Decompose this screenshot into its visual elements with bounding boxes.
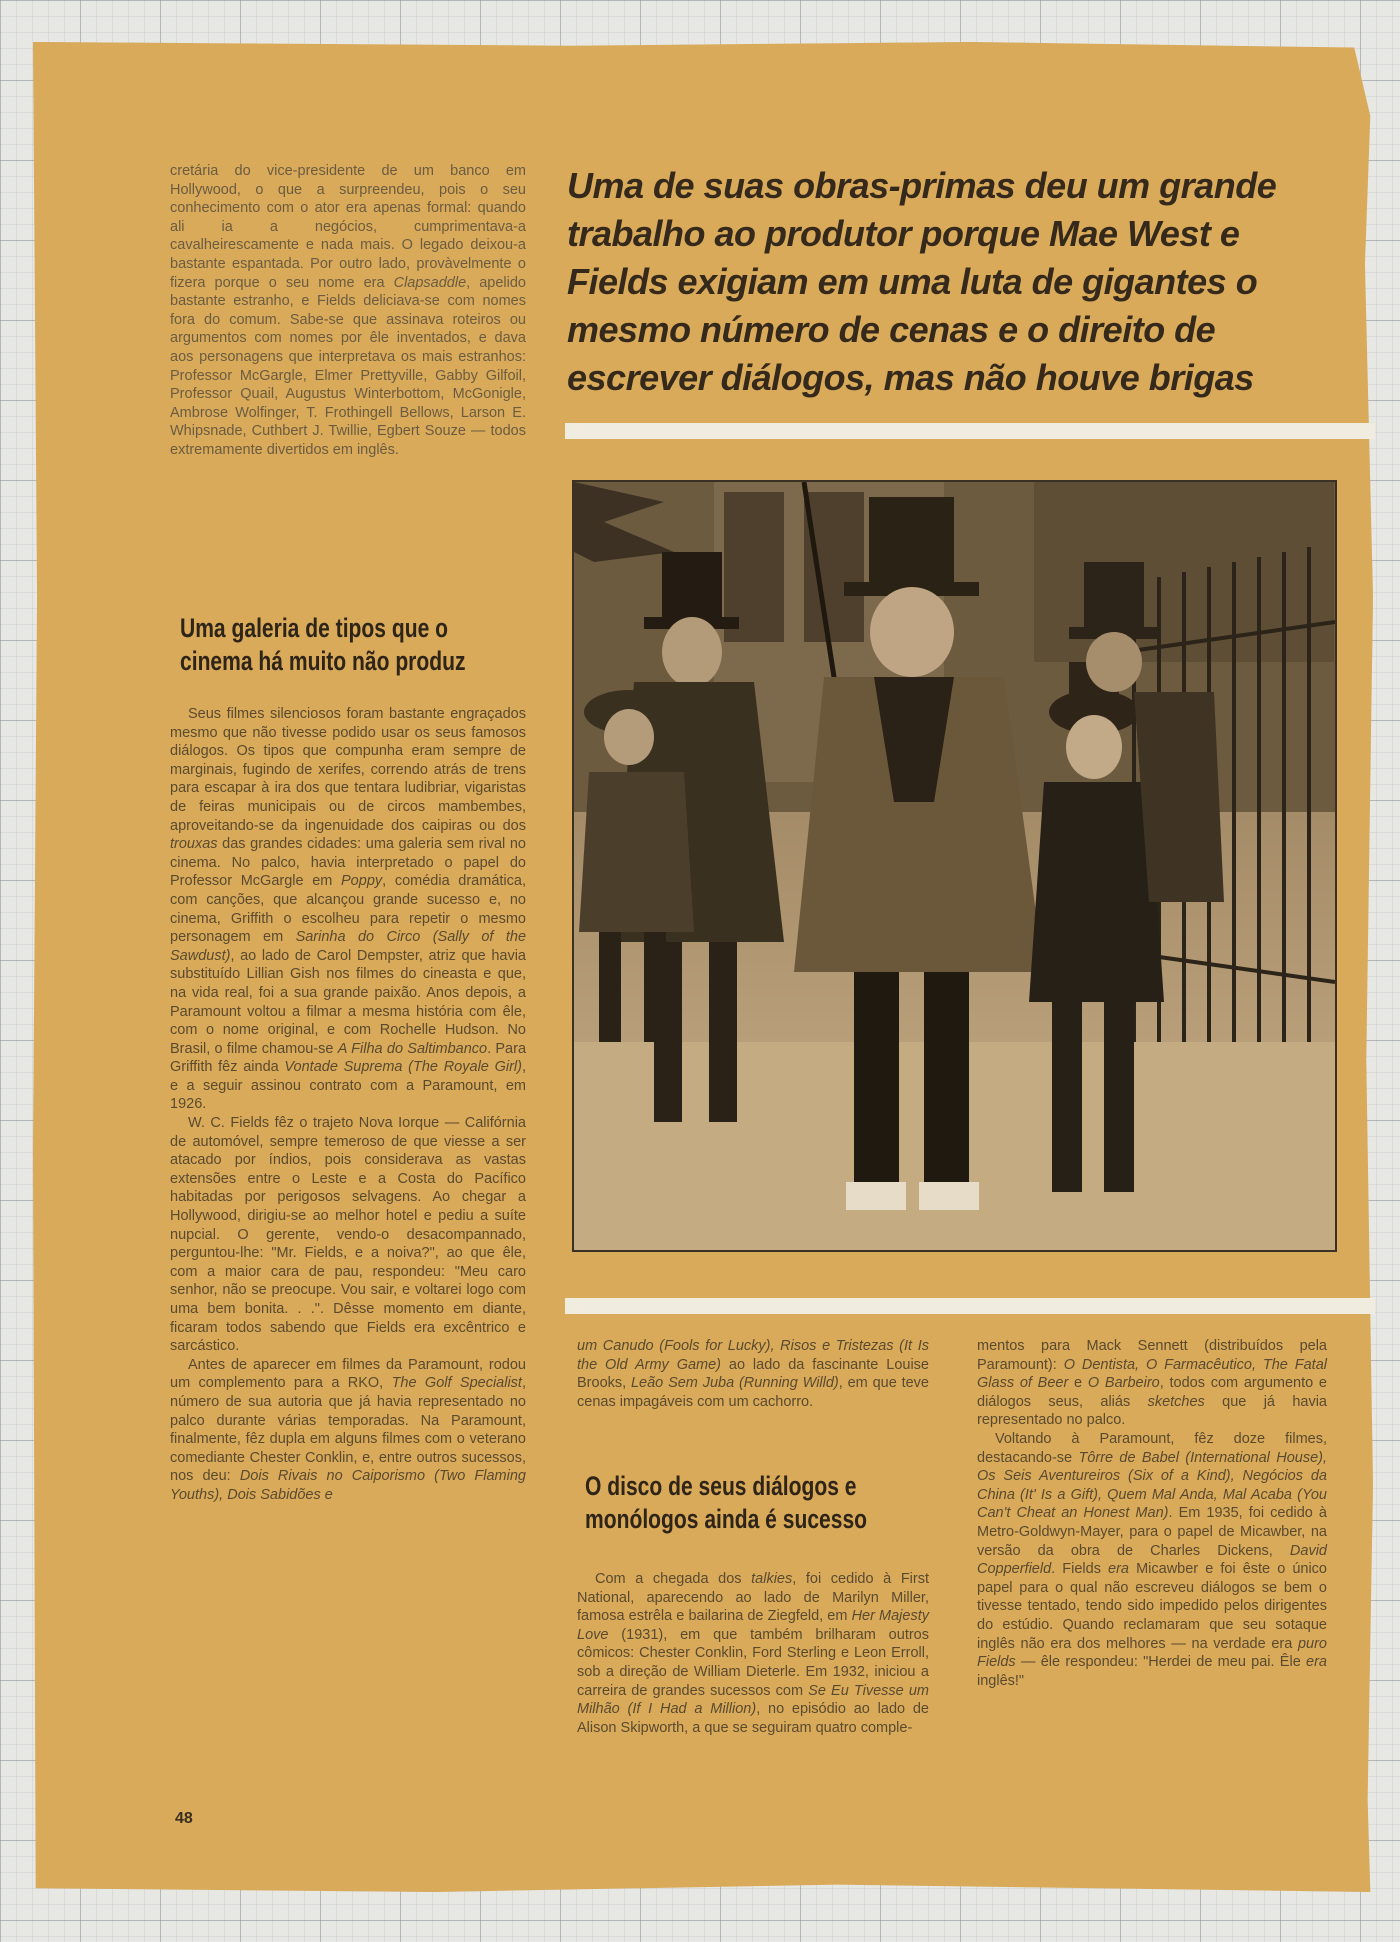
subhead-disco: O disco de seus diálogos e monólogos ainda é sucesso — [585, 1471, 868, 1534]
subhead-gallery: Uma galeria de tipos que o cinema há muito não produz — [180, 613, 466, 676]
column-2-top-text — [577, 1337, 929, 1411]
column-3-text — [977, 1337, 1327, 1690]
column-1-body-text — [170, 705, 526, 1505]
paragraph: um Canudo (Fools for Lucky), Risos e Tristezas (It Is the Old Army Game) ao lado da fascinante Louise Brooks, Leão Sem Juba (Running Willd), em que teve cenas impagáveis com um cachorro. — [577, 1338, 929, 1410]
paragraph: Antes de aparecer em filmes da Paramount, rodou um complemento para a RKO, The Golf Specialist, número de sua autoria que já havia representado no palco durante várias temporadas. Na Paramount, finalmente, fêz dupla em alguns filmes com o veterano comediante Chester Conklin, e, entre outros sucessos, nos deu: Dois Rivais no Caiporismo (Two Flaming Youths), Dois Sabidões e — [170, 1356, 526, 1503]
column-1-top-text — [170, 162, 526, 460]
paragraph: cretária do vice-presidente de um banco em Hollywood, o que a surpreendeu, pois o seu conhecimento com o ator era apenas formal: quando ali ia a negócios, cumprimentava-a cavalheirescamente e nada mais. O legado deixou-a bastante espantada. Por outro lado, provàvelmente o fizera porque o seu nome era Clapsaddle, apelido bastante estranho, e Fields deliciava-se com nomes fora do comum. Sabe-se que assinava roteiros ou argumentos com nomes por êle inventados, e dava aos personagens que interpretava os mais estranhos: Professor McGargle, Elmer Prettyville, Gabby Gilfoil, Professor Quail, Augustus Winterbottom, McGonigle, Ambrose Wolfinger, T. Frothingell Bellows, Larson E. Whipsnade, Cuthbert J. Twillie, Egbert Souze — todos extremamente divertidos em inglês. — [170, 163, 526, 458]
paragraph: mentos para Mack Sennett (distribuídos pela Paramount): O Dentista, O Farmacêutico, The Fatal Glass of Beer e O Barbeiro, todos com argumento e diálogos seus, aliás sketches que já havia representado no palco. — [977, 1338, 1328, 1429]
headline: Uma de suas obras-primas deu um grande trabalho ao produtor porque Mae West e Fields exigiam em uma luta de gigantes o mesmo número de cenas e o direito de escrever diálogos, mas não houve brigas — [567, 165, 1277, 398]
divider-rule-top — [565, 423, 1375, 439]
page-number: 48 — [175, 1810, 193, 1827]
paragraph: W. C. Fields fêz o trajeto Nova Iorque — Califórnia de automóvel, sempre temeroso de que viesse a ser atacado por índios, pois considerava as vastas extensões entre o Leste e a Costa do Pacífico habitadas por perigosos selvagens. Ao chegar a Hollywood, dirigiu-se ao melhor hotel e pediu a suíte nupcial. O gerente, vendo-o desacompannado, perguntou-lhe: "Mr. Fields, e a noiva?", ao que êle, com a maior cara de pau, respondeu: "Meu caro senhor, não se preocupe. Vou sair, e voltarei logo com uma bem bonita. . .". Dêsse momento em diante, ficaram todos sabendo que Fields era excêntrico e sarcástico. — [170, 1115, 526, 1355]
column-2-body-text — [577, 1570, 929, 1737]
paragraph: Com a chegada dos talkies, foi cedido à First National, aparecendo ao lado de Marilyn Miller, famosa estrêla e bailarina de Ziegfeld, em Her Majesty Love (1931), em que também brilharam outros cômicos: Chester Conklin, Ford Sterling e Leon Erroll, sob a direção de William Dieterle. Em 1932, iniciou a carreira de grandes sucessos com Se Eu Tivesse um Milhão (If I Had a Million), no episódio ao lado de Alison Skipworth, a que se seguiram quatro comple- — [577, 1571, 930, 1736]
paragraph: Voltando à Paramount, fêz doze filmes, destacando-se Tôrre de Babel (International House), Os Seis Aventureiros (Six of a Kind), Negócios da China (It' Is a Gift), Quem Mal Anda, Mal Acaba (You Can't Cheat an Honest Man). Em 1935, foi cedido à Metro-Goldwyn-Mayer, para o papel de Micawber, na versão da obra de Charles Dickens, David Copperfield. Fields era Micawber e foi êste o único papel para o qual não escreveu diálogos se bem o tivesse tentado, tendo sido impedido pelos dirigentes do estúdio. Quando reclamaram que seu sotaque inglês não era dos melhores — na verdade era puro Fields — êle respondeu: "Herdei de meu pai. Êle era inglês!" — [977, 1430, 1327, 1689]
divider-rule-bottom — [565, 1298, 1375, 1314]
photo-illustration-icon — [574, 482, 1335, 1250]
film-still-photo — [572, 480, 1337, 1252]
paragraph: Seus filmes silenciosos foram bastante engraçados mesmo que não tivesse podido usar os seus famosos diálogos. Os tipos que compunha eram sempre de marginais, fugindo de xerifes, correndo atrás de trens para escapar à ira dos que tentara ludibriar, vigaristas de feiras municipais ou de circos mambembes, aproveitando-se da ingenuidade dos caipiras ou dos trouxas das grandes cidades: uma galeria sem rival no cinema. No palco, havia interpretado o papel do Professor McGargle em Poppy, comédia dramática, com canções, que alcançou grande sucesso e, no cinema, Griffith o escolheu para repetir o mesmo personagem em Sarinha do Circo (Sally of the Sawdust), ao lado de Carol Dempster, atriz que havia substituído Lillian Gish nos filmes do cineasta e que, na vida real, foi a sua grande paixão. Anos depois, a Paramount voltou a filmar a mesma história com êle, com o nome original, e com Rochelle Hudson. No Brasil, o filme chamou-se A Filha do Saltimbanco. Para Griffith fêz ainda Vontade Suprema (The Royale Girl), e a seguir assinou contrato com a Paramount, em 1926. — [170, 706, 527, 1113]
